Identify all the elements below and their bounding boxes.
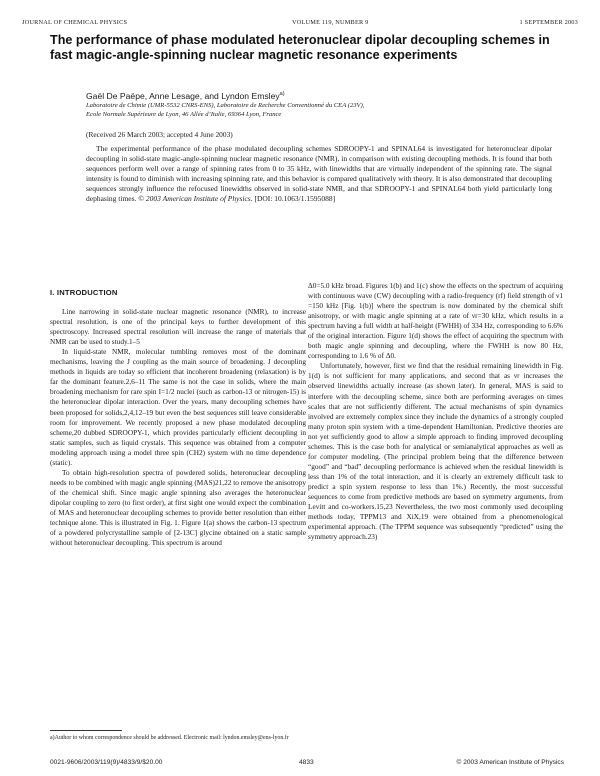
affiliation-line-1: Laboratoire de Chimie (UMR-5532 CNRS-ENS), Laboratoire de Recherche Conventionné du CEA (23V), <box>86 102 365 109</box>
author-footnote-marker: a) <box>279 91 285 97</box>
affiliation <box>86 101 556 119</box>
author-list <box>86 89 566 101</box>
body-paragraph-2: In liquid-state NMR, molecular tumbling removes most of the dominant mechanisms, leaving the J coupling as the main source of broadening. J decoupling methods in liquids are today so efficient that incoherent broadening (relaxation) is by far the dominant feature.2,6–11 The same is not the case in solids, where the main broadening mechanism for rare spin I=1/2 nuclei (such as carbon-13 or nitrogen-15) is the heteronuclear dipolar interaction. Over the years, many decoupling schemes have been proposed for solids,2,4,12–19 but even the best sequences still leave considerable room for improvement. We recently proposed a new phase modulated decoupling scheme,20 dubbed SDROOPY-1, which provides particularly efficient decoupling in static samples, such as liquid crystals. This sequence was obtained from a computer modeling approach using a model three spin (CH2) system with no time dependence (static). <box>50 347 306 467</box>
abstract <box>86 144 552 204</box>
section-heading: I. INTRODUCTION <box>50 288 118 297</box>
abstract-doi: [DOI: 10.1063/1.1595088] <box>254 194 336 204</box>
body-paragraph-5: Unfortunately, however, first we find that the residual remaining linewidth in Fig. 1(d) is not sufficient for many applications, and second that as νr increases the observed linewidths actually increase (as shown later). In general, MAS is said to interfere with the decoupling scheme, since both are performing averages on times scales that are not sufficiently different. The actual mechanisms of spin dynamics involved are extremely complex since they include the dynamics of a strongly coupled many proton spin system with a time-dependent Hamiltonian. Predictive theories are not yet sufficiently good to allow a simple approach to finding improved decoupling schemes. This is the case both for analytical or semianalytical approaches as well as for computer modeling. (The principal problem being that the difference between “good” and “bad” decoupling performance is achieved when the residual linewidth is less than 1% of the total interaction, and it is clearly an extremely difficult task to predict a spin system response to less than 1%.) Recently, the most successful sequences to come from predictive methods are based on symmetry arguments, from Levitt and co-workers.15,23 Nevertheless, the two most commonly used decoupling methods today, TPPM13 and XiX,19 were obtained from a phenomenological experimental approach. (The TPPM sequence was subsequently “predicted” using the symmetry approach.23) <box>308 361 563 542</box>
volume-number: VOLUME 119, NUMBER 9 <box>292 19 369 26</box>
body-paragraph-1: Line narrowing in solid-state nuclear magnetic resonance (NMR), to increase spectral resolution, is one of the principal keys to further development of this spectroscopy. Increased spectral resolution will increase the range of materials that NMR can be used to study.1–5 <box>50 307 306 347</box>
footer-issn: 0021-9606/2003/119(9)/4833/9/$20.00 <box>50 759 163 766</box>
page-number: 4833 <box>299 759 314 766</box>
footer-copyright: © 2003 American Institute of Physics <box>456 759 564 766</box>
running-head <box>22 19 578 26</box>
abstract-text: The experimental performance of the phase modulated decoupling schemes SDROOPY-1 and SPINAL64 is investigated for heteronuclear dipolar decoupling in solid-state magic-angle-spinning nuclear magnetic resonance (NMR), in comparison with existing decoupling methods. It is found that both sequences perform well over a range of spinning rates from 0 to 35 kHz, with linewidths that are virtually independent of the spinning rate. The signal intensity is found to diminish with increasing spinning rate, and this behavior is compared qualitatively with theory. It is also demonstrated that decoupling sequences strongly influence the refocused linewidths observed in solid-state NMR, and that SDROOPY-1 and SPINAL64 both yield particularly long dephasing times. <box>86 144 552 204</box>
paper-title: The performance of phase modulated heteronuclear dipolar decoupling schemes in fast magic-angle-spinning nuclear magnetic resonance experiments <box>50 33 550 62</box>
abstract-copyright: © 2003 American Institute of Physics. <box>138 194 253 204</box>
footnote: a)Author to whom correspondence should be addressed. Electronic mail: lyndon.emsley@ens-lyon.fr <box>50 735 289 741</box>
footnote-divider <box>50 730 122 731</box>
journal-name: JOURNAL OF CHEMICAL PHYSICS <box>22 19 128 26</box>
body-paragraph-4: Δ0=5.0 kHz broad. Figures 1(b) and 1(c) show the effects on the spectrum of acquiring with continuous wave (CW) decoupling with a radio-frequency (rf) field strength of ν1 =150 kHz [Fig. 1(b)] where the spectrum is now dominated by the chemical shift anisotropy, or with magic angle spinning at a rate of νr=30 kHz, which results in a spectrum having a full width at half-height (FWHH) of 334 Hz, corresponding to 6.6% of the original interaction. Figure 1(d) shows the effect of acquiring the spectrum with both magic angle spinning and decoupling, where the FWHH is now 80 Hz, corresponding to 1.6 % of Δ0. <box>308 281 563 361</box>
issue-date: 1 SEPTEMBER 2003 <box>519 19 578 26</box>
body-paragraph-3: To obtain high-resolution spectra of powdered solids, heteronuclear decoupling needs to be combined with magic angle spinning (MAS)21,22 to remove the anisotropy of the chemical shift. Since magic angle spinning also averages the heteronuclear dipolar coupling to zero (to first order), at first sight one would expect the combination of MAS and heteronuclear decoupling schemes to provide better resolution than either technique alone. This is illustrated in Fig. 1. Figure 1(a) shows the carbon-13 spectrum of a powdered polycrystalline sample of [2-13C] glycine obtained on a static sample without heteronuclear decoupling. This spectrum is around <box>50 467 306 548</box>
left-column <box>50 288 306 548</box>
authors-names: Gaël De Paëpe, Anne Lesage, and Lyndon Emsley <box>86 90 280 101</box>
right-column <box>308 281 563 542</box>
received-dates: (Received 26 March 2003; accepted 4 June 2003) <box>86 130 233 139</box>
affiliation-line-2: Ecole Normale Supérieure de Lyon, 46 Allée d’Italie, 69364 Lyon, France <box>86 111 282 118</box>
